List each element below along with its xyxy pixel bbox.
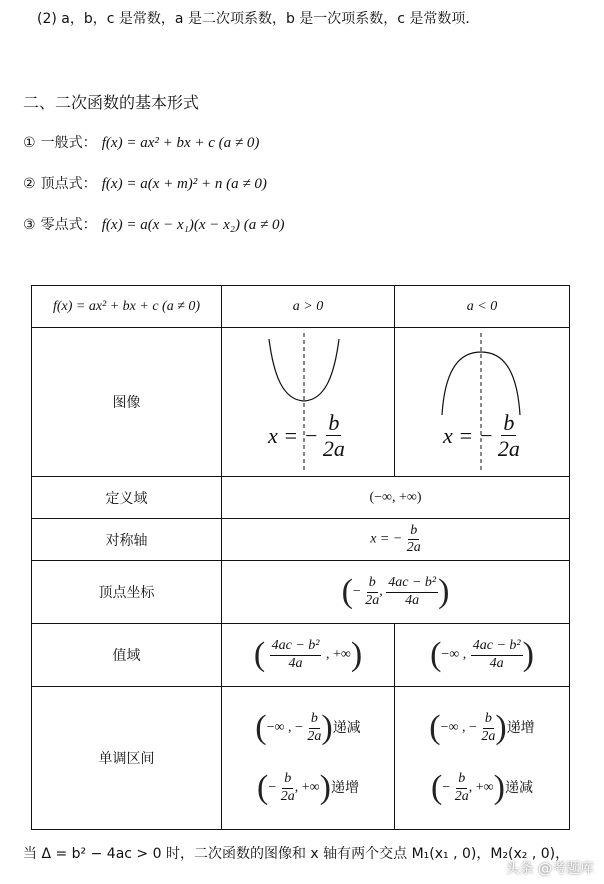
form-expr: f(x) = a(x + m)² + n (a ≠ 0): [101, 176, 267, 192]
form-expr: f(x) = a(x − x₁)(x − x₂) (a ≠ 0): [101, 217, 285, 233]
form-general: [23, 132, 259, 152]
fraction: $\frac{b}{2a}$: [481, 711, 496, 744]
line-coefficients: [37, 8, 479, 28]
header-function: f(x) = ax² + bx + c (a ≠ 0): [32, 286, 222, 328]
row-label: 单调区间: [32, 687, 222, 830]
axis-value: x = − $\frac{b}{2a}$: [222, 519, 570, 561]
header-a-negative: a < 0: [395, 286, 570, 328]
form-label: 一般式：: [40, 135, 97, 151]
row-label: 值域: [32, 624, 222, 687]
table-row-monotonic: [32, 687, 570, 830]
form-number: ①: [23, 135, 36, 151]
fraction: $\frac{b}{2a}$: [322, 410, 345, 462]
item-number: (2): [37, 11, 57, 27]
table-row-vertex: [32, 561, 570, 624]
row-label: 图像: [32, 328, 222, 477]
form-expr: f(x) = ax² + bx + c (a ≠ 0): [101, 135, 260, 151]
form-vertex: [23, 173, 267, 193]
range-a-positive: ( $\frac{\text{4ac − b²}}{4a}$ , +∞): [222, 624, 395, 687]
table-header-row: [32, 286, 570, 328]
form-number: ③: [23, 217, 36, 233]
header-a-positive: a > 0: [222, 286, 395, 328]
watermark: 头条 @考题库: [505, 861, 594, 877]
table-row-axis: [32, 519, 570, 561]
vertex-value: (− $\frac{b}{2a}$ , $\frac{\text{4ac − b²}}{4a}$ ): [222, 561, 570, 624]
monotonic-a-positive: (−∞ , − $\frac{b}{2a}$ )递减 (− $\frac{b}{2a}$ , +∞)递增: [222, 687, 395, 830]
table-row-image: [32, 328, 570, 477]
fraction: $\frac{\text{4ac − b²}}{4a}$: [472, 638, 521, 671]
fraction: $\frac{b}{2a}$: [365, 575, 380, 608]
row-label: 定义域: [32, 477, 222, 519]
form-label: 顶点式：: [40, 176, 97, 192]
axis-formula: x = − $\frac{b}{2a}$: [443, 410, 520, 462]
fraction: $\frac{b}{2a}$: [497, 410, 520, 462]
coefficients-text: a，b，c 是常数，a 是二次项系数，b 是一次项系数，c 是常数项．: [61, 11, 480, 27]
range-a-negative: (−∞ , $\frac{\text{4ac − b²}}{4a}$ ): [395, 624, 570, 687]
table-row-domain: [32, 477, 570, 519]
table-row-range: [32, 624, 570, 687]
graph-downward-parabola: [395, 328, 570, 477]
row-label: 顶点坐标: [32, 561, 222, 624]
properties-table: [31, 285, 570, 830]
form-number: ②: [23, 176, 36, 192]
fraction: $\frac{b}{2a}$: [454, 771, 469, 804]
fraction: $\frac{b}{2a}$: [307, 711, 322, 744]
form-zero: [23, 214, 284, 234]
domain-value: (−∞, +∞): [222, 477, 570, 519]
row-label: 对称轴: [32, 519, 222, 561]
footer-discriminant-text: 当 Δ = b² − 4ac > 0 时，二次函数的图像和 x 轴有两个交点 M₁(x₁ , 0)，M₂(x₂ , 0)，: [23, 846, 570, 862]
fraction: $\frac{\text{4ac − b²}}{4a}$: [388, 575, 437, 608]
graph-upward-parabola: [222, 328, 395, 477]
axis-formula: x = − $\frac{b}{2a}$: [268, 410, 345, 462]
section-title: 二、二次函数的基本形式: [23, 93, 200, 112]
form-label: 零点式：: [40, 217, 97, 233]
fraction: $\frac{b}{2a}$: [406, 522, 421, 555]
fraction: $\frac{b}{2a}$: [280, 771, 295, 804]
monotonic-a-negative: (−∞ , − $\frac{b}{2a}$ )递增 (− $\frac{b}{2a}$ , +∞)递减: [395, 687, 570, 830]
fraction: $\frac{\text{4ac − b²}}{4a}$: [271, 638, 320, 671]
